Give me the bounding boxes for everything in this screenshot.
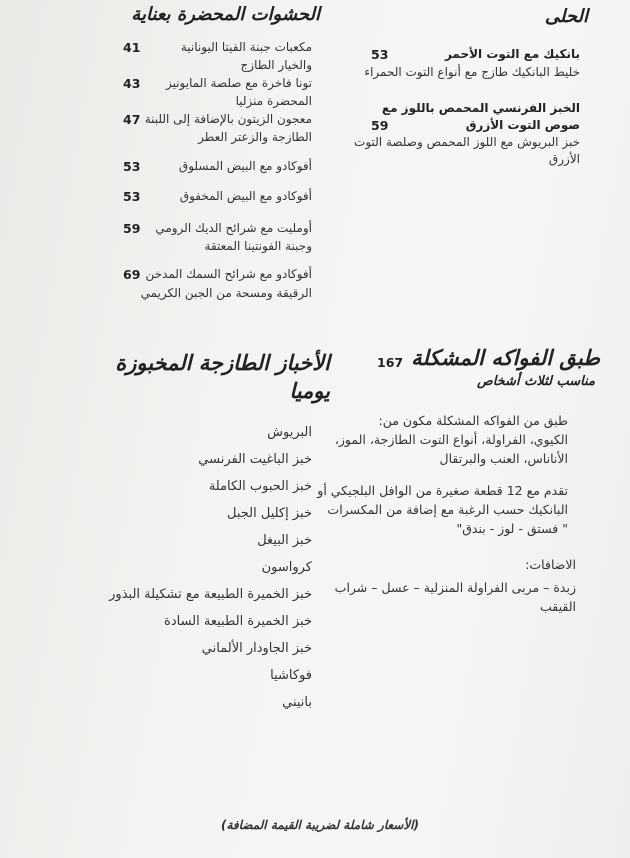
fillings-item-1-line2: والخيار الطازج (240, 58, 312, 72)
bread-item: كرواسون (261, 560, 312, 575)
fruit-title: طبق الفواكه المشكلة (411, 346, 600, 370)
sweets-item-2-name-2: صوص التوت الأزرق (465, 118, 580, 132)
fruit-para1-line1: طبق من الفواكه المشكلة مكون من: (378, 413, 568, 428)
bread-item: خبز إكليل الجبل (226, 506, 312, 521)
sweets-item-2-name-1: الخبز الفرنسي المحمص باللوز مع (381, 101, 580, 115)
fruit-price: 167 (377, 355, 404, 370)
bread-item: خبز الحبوب الكاملة (208, 479, 312, 494)
bread-item: خبز الباغيت الفرنسي (198, 452, 312, 467)
fillings-item-7-line2: الرقيقة ومسحة من الجبن الكريمي (140, 286, 312, 300)
fillings-item-2-price: 43 (123, 76, 141, 91)
fillings-item-6-line2: وجبنة الفونتينا المعتقة (204, 239, 312, 253)
bread-item: فوكاشيا (270, 668, 312, 683)
sweets-item-2-price: 59 (371, 118, 389, 133)
bread-item: خبز الجاودار الألماني (201, 641, 312, 656)
fillings-item-6-line1: أومليت مع شرائح الديك الرومي (155, 221, 312, 235)
bread-item: بانيني (282, 695, 312, 710)
fillings-item-4-line1: أفوكادو مع البيض المسلوق (178, 159, 312, 173)
fillings-item-3-line2: الطازجة والزعتر العطر (198, 130, 312, 144)
fillings-item-2-line1: تونا فاخرة مع صلصة المايونيز (165, 76, 312, 90)
fruit-para2-line1: تقدم مع 12 قطعة صغيرة من الوافل البلجيكي أو (317, 483, 568, 498)
fillings-item-2-line2: المحضرة منزليا (235, 94, 312, 108)
sweets-item-2-desc-2: الأزرق (548, 152, 580, 166)
fillings-title: الحشوات المحضرة بعناية (131, 4, 320, 25)
fillings-item-5-price: 53 (123, 189, 141, 204)
fruit-para2-line3: " فستق - لوز - بندق" (456, 521, 568, 536)
sweets-item-1-price: 53 (371, 47, 389, 62)
vat-note: (الأسعار شاملة لضريبة القيمة المضافة) (221, 818, 419, 832)
breads-title-line1: الأخباز الطازجة المخبوزة (115, 351, 330, 375)
fillings-item-3-line1: معجون الزيتون بالإضافة إلى اللبنة (144, 112, 312, 126)
fillings-item-1-line1: مكعبات جبنة الفيتا اليونانية (180, 40, 312, 54)
fruit-para1-line2: الكيوي، الفراولة، أنواع التوت الطازجة، الموز، (334, 432, 568, 447)
fruit-addons-line2: القيقب (540, 599, 576, 614)
bread-item: خبز الخميرة الطبيعة مع تشكيلة البذور (109, 587, 312, 602)
fruit-para2-line2: البانكيك حسب الرغبة مع إضافة من المكسرات (327, 502, 568, 517)
bread-item: خبز البيغل (257, 533, 312, 548)
fillings-item-7-price: 69 (123, 267, 141, 282)
fillings-item-7-line1: أفوكادو مع شرائح السمك المدخن (145, 267, 312, 281)
fillings-item-1-price: 41 (123, 40, 141, 55)
fruit-subtitle: مناسب لثلاث أشخاص (476, 374, 595, 389)
fillings-item-4-price: 53 (123, 159, 141, 174)
sweets-item-2-desc-1: خبز البريوش مع اللوز المحمص وصلصة التوت (354, 135, 580, 149)
bread-item: البريوش (267, 425, 312, 440)
fillings-item-3-price: 47 (123, 112, 141, 127)
sweets-item-1-name: بانكيك مع التوت الأحمر (444, 47, 580, 61)
fillings-item-5-line1: أفوكادو مع البيض المخفوق (179, 189, 312, 203)
fruit-addons-title: الاضافات: (525, 557, 576, 572)
fillings-item-6-price: 59 (123, 221, 141, 236)
sweets-item-1-desc: خليط البانكيك طازج مع أنواع التوت الحمراء (364, 65, 580, 79)
breads-title-line2: يوميا (289, 379, 330, 403)
bread-item: خبز الخميرة الطبيعة السادة (164, 614, 312, 629)
fruit-addons-line1: زبدة – مربى الفراولة المنزلية – عسل – شراب (334, 580, 576, 595)
sweets-title: الحلى (544, 6, 588, 27)
breads-list (72, 425, 312, 722)
fruit-para1-line3: الأناناس، العنب والبرتقال (439, 451, 568, 466)
